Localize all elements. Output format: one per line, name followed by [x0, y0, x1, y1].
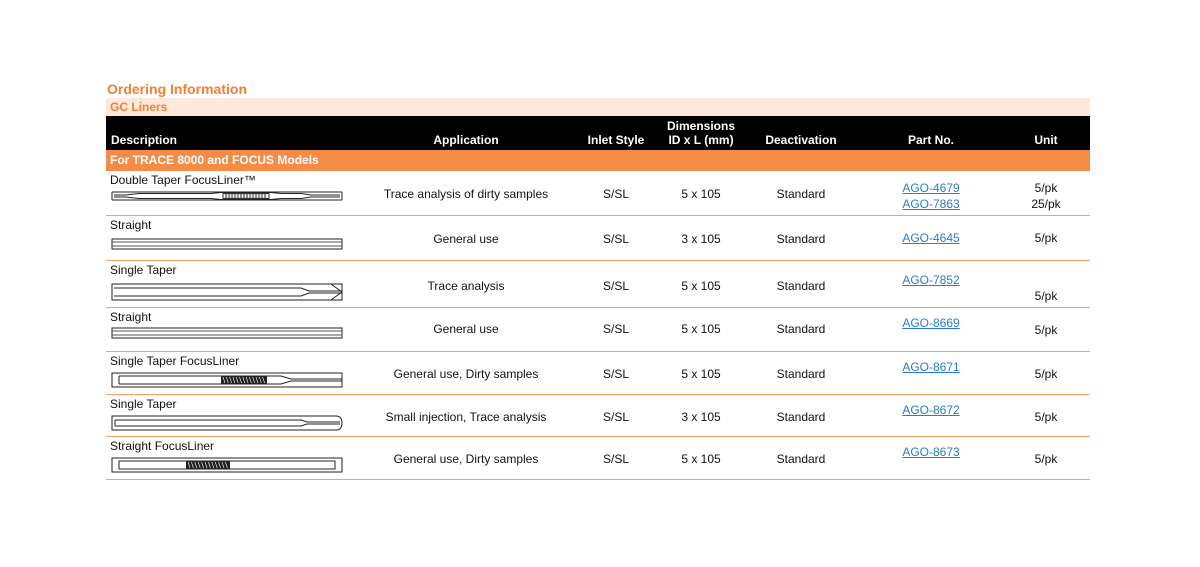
liner-description: Straight: [110, 310, 152, 324]
deactivation-cell: Standard: [776, 279, 826, 293]
inlet-style-cell: S/SL: [602, 367, 629, 381]
dimensions-cell: 3 x 105: [681, 232, 721, 246]
liner-description: Double Taper FocusLiner™: [110, 173, 256, 187]
liner-description: Straight: [110, 218, 152, 232]
part-number-cell: [886, 180, 976, 212]
table-row: [106, 261, 1090, 308]
liner-diagram-icon: [111, 372, 345, 395]
liner-diagram-icon: [111, 190, 345, 213]
dimensions-cell: 5 x 105: [681, 367, 721, 381]
deactivation-cell: Standard: [776, 452, 826, 466]
unit-value: 5/pk: [1034, 231, 1058, 245]
deactivation-cell: Standard: [776, 322, 826, 336]
table-row: [106, 437, 1090, 480]
unit-cell: [1016, 230, 1076, 246]
liner-diagram-icon: [111, 457, 345, 480]
dimensions-cell: 5 x 105: [681, 322, 721, 336]
col-dimensions-sub: ID x L (mm): [668, 133, 734, 147]
dimensions-cell: 5 x 105: [681, 279, 721, 293]
subtitle-bar: GC Liners: [106, 98, 1090, 116]
part-number-link[interactable]: AGO-8671: [902, 360, 960, 374]
unit-value: 5/pk: [1034, 323, 1058, 337]
unit-value: 5/pk: [1034, 367, 1058, 381]
col-part-no: Part No.: [907, 133, 954, 147]
application-cell: General use: [433, 232, 499, 246]
part-number-cell: [886, 315, 976, 331]
liner-diagram-icon: [111, 238, 345, 261]
part-number-cell: [886, 359, 976, 375]
table-row: [106, 308, 1090, 352]
part-number-cell: [886, 230, 976, 246]
unit-cell: [1016, 409, 1076, 425]
liner-diagram-icon: [111, 283, 345, 306]
unit-value: 25/pk: [1031, 197, 1061, 211]
table-row: [106, 395, 1090, 437]
table-row: [106, 352, 1090, 395]
section-header: For TRACE 8000 and FOCUS Models: [106, 150, 1090, 171]
inlet-style-cell: S/SL: [602, 410, 629, 424]
part-number-link[interactable]: AGO-7863: [902, 197, 960, 211]
unit-cell: [1016, 366, 1076, 382]
ordering-information: [106, 81, 1090, 480]
unit-cell: [1016, 322, 1076, 338]
col-unit: Unit: [1034, 133, 1058, 147]
part-number-cell: [886, 272, 976, 288]
unit-value: 5/pk: [1034, 289, 1058, 303]
part-number-link[interactable]: AGO-8672: [902, 403, 960, 417]
application-cell: Trace analysis of dirty samples: [383, 187, 549, 201]
table-header: [106, 116, 1090, 150]
inlet-style-cell: S/SL: [602, 452, 629, 466]
table-body: [106, 171, 1090, 480]
unit-value: 5/pk: [1034, 410, 1058, 424]
liner-diagram-icon: [111, 415, 345, 438]
dimensions-cell: 5 x 105: [681, 452, 721, 466]
col-application: Application: [433, 133, 499, 147]
liner-description: Single Taper: [110, 397, 177, 411]
col-deactivation: Deactivation: [765, 133, 837, 147]
deactivation-cell: Standard: [776, 232, 826, 246]
part-number-link[interactable]: AGO-8669: [902, 316, 960, 330]
liner-description: Single Taper: [110, 263, 177, 277]
part-number-link[interactable]: AGO-4645: [902, 231, 960, 245]
col-dimensions: Dimensions: [666, 119, 735, 133]
inlet-style-cell: S/SL: [602, 279, 629, 293]
part-number-link[interactable]: AGO-4679: [902, 181, 960, 195]
dimensions-cell: 5 x 105: [681, 187, 721, 201]
unit-cell: [1016, 180, 1076, 212]
unit-cell: [1016, 288, 1076, 304]
unit-value: 5/pk: [1034, 181, 1058, 195]
unit-value: 5/pk: [1034, 452, 1058, 466]
page-title: Ordering Information: [107, 81, 247, 97]
table-row: [106, 216, 1090, 261]
deactivation-cell: Standard: [776, 187, 826, 201]
deactivation-cell: Standard: [776, 410, 826, 424]
deactivation-cell: Standard: [776, 367, 826, 381]
inlet-style-cell: S/SL: [602, 322, 629, 336]
part-number-cell: [886, 444, 976, 460]
liner-diagram-icon: [111, 327, 345, 350]
table-row: [106, 171, 1090, 216]
part-number-cell: [886, 402, 976, 418]
col-description: Description: [111, 133, 178, 147]
application-cell: General use, Dirty samples: [393, 452, 539, 466]
inlet-style-cell: S/SL: [602, 187, 629, 201]
application-cell: General use, Dirty samples: [393, 367, 539, 381]
part-number-link[interactable]: AGO-8673: [902, 445, 960, 459]
application-cell: Trace analysis: [427, 279, 505, 293]
col-inlet-style: Inlet Style: [587, 133, 645, 147]
liner-description: Straight FocusLiner: [110, 439, 215, 453]
part-number-link[interactable]: AGO-7852: [902, 273, 960, 287]
dimensions-cell: 3 x 105: [681, 410, 721, 424]
application-cell: Small injection, Trace analysis: [385, 410, 547, 424]
liner-description: Single Taper FocusLiner: [110, 354, 240, 368]
unit-cell: [1016, 451, 1076, 467]
application-cell: General use: [433, 322, 499, 336]
inlet-style-cell: S/SL: [602, 232, 629, 246]
